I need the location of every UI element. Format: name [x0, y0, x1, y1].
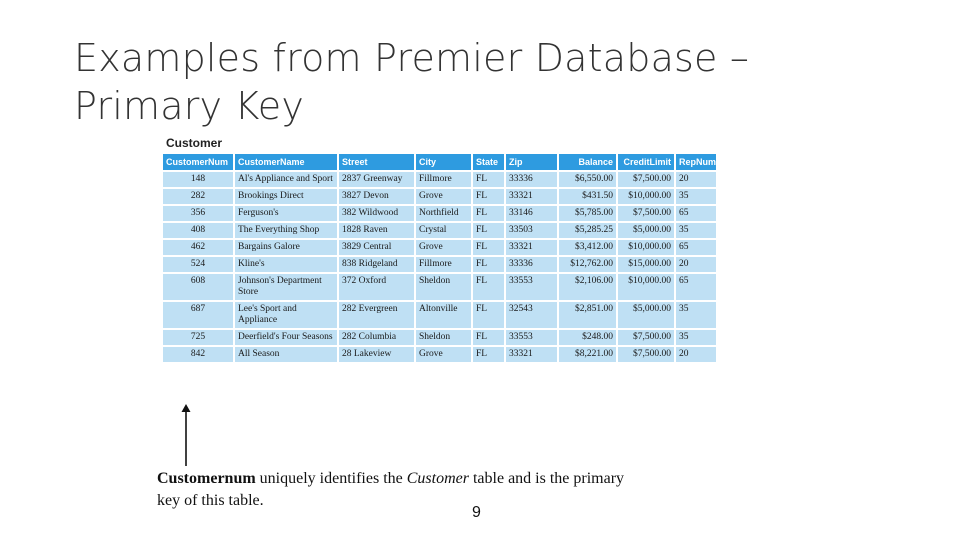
table-cell: 462 — [163, 240, 233, 255]
table-cell: 33321 — [506, 240, 557, 255]
table-cell: 35 — [676, 223, 716, 238]
table-cell: The Everything Shop — [235, 223, 337, 238]
table-cell: $431.50 — [559, 189, 616, 204]
table-cell: 33553 — [506, 330, 557, 345]
table-cell: FL — [473, 302, 504, 328]
table-cell: 608 — [163, 274, 233, 300]
table-row — [163, 189, 716, 204]
table-cell: Ferguson's — [235, 206, 337, 221]
table-cell: $12,762.00 — [559, 257, 616, 272]
table-cell: 33146 — [506, 206, 557, 221]
table-cell: 65 — [676, 206, 716, 221]
column-header: Zip — [506, 154, 557, 170]
table-cell: Grove — [416, 240, 471, 255]
table-cell: 65 — [676, 240, 716, 255]
table-cell: Northfield — [416, 206, 471, 221]
column-header: Street — [339, 154, 414, 170]
table-cell: 35 — [676, 189, 716, 204]
table-cell: $7,500.00 — [618, 330, 674, 345]
table-cell: $5,000.00 — [618, 223, 674, 238]
table-cell: FL — [473, 189, 504, 204]
table-cell: $6,550.00 — [559, 172, 616, 187]
table-cell: Deerfield's Four Seasons — [235, 330, 337, 345]
table-cell: 725 — [163, 330, 233, 345]
table-cell: Bargains Galore — [235, 240, 337, 255]
table-cell: 35 — [676, 330, 716, 345]
table-cell: Brookings Direct — [235, 189, 337, 204]
table-cell: 687 — [163, 302, 233, 328]
table-row — [163, 302, 716, 328]
table-cell: 33503 — [506, 223, 557, 238]
table-cell: 33336 — [506, 172, 557, 187]
primary-key-caption — [157, 468, 627, 512]
table-cell: $15,000.00 — [618, 257, 674, 272]
table-row — [163, 172, 716, 187]
table-cell: $10,000.00 — [618, 189, 674, 204]
table-cell: $5,285.25 — [559, 223, 616, 238]
table-cell: 33336 — [506, 257, 557, 272]
caption-bold-term: Customernum — [157, 470, 256, 487]
table-cell: $7,500.00 — [618, 347, 674, 362]
table-cell: 838 Ridgeland — [339, 257, 414, 272]
table-cell: FL — [473, 257, 504, 272]
table-cell: Grove — [416, 347, 471, 362]
table-row — [163, 257, 716, 272]
table-header-row — [163, 154, 716, 170]
table-cell: $7,500.00 — [618, 206, 674, 221]
table-caption: Customer — [166, 136, 223, 150]
table-cell: Crystal — [416, 223, 471, 238]
table-cell: 408 — [163, 223, 233, 238]
column-header: CreditLimit — [618, 154, 674, 170]
table-cell: Al's Appliance and Sport — [235, 172, 337, 187]
table-cell: 3829 Central — [339, 240, 414, 255]
table-cell: 28 Lakeview — [339, 347, 414, 362]
table-cell: 33553 — [506, 274, 557, 300]
table-cell: 33321 — [506, 189, 557, 204]
table-row — [163, 240, 716, 255]
table-row — [163, 274, 716, 300]
table-body — [163, 172, 716, 362]
table-cell: 282 Columbia — [339, 330, 414, 345]
table-cell: $3,412.00 — [559, 240, 616, 255]
column-header: City — [416, 154, 471, 170]
table-cell: Fillmore — [416, 172, 471, 187]
table-cell: 20 — [676, 172, 716, 187]
customer-table — [161, 152, 718, 364]
slide-title: Examples from Premier Database – Primary Key — [74, 36, 750, 128]
table-cell: Sheldon — [416, 330, 471, 345]
table-cell: $2,106.00 — [559, 274, 616, 300]
table-cell: Johnson's Department Store — [235, 274, 337, 300]
table-cell: 32543 — [506, 302, 557, 328]
table-cell: FL — [473, 240, 504, 255]
caption-italic-term: Customer — [406, 470, 469, 487]
table-cell: 148 — [163, 172, 233, 187]
column-header: Balance — [559, 154, 616, 170]
table-cell: Altonville — [416, 302, 471, 328]
table-cell: FL — [473, 330, 504, 345]
column-header: RepNum — [676, 154, 716, 170]
up-arrow-icon — [178, 404, 198, 466]
table-cell: 35 — [676, 302, 716, 328]
table-cell: Kline's — [235, 257, 337, 272]
table-cell: FL — [473, 172, 504, 187]
table-cell: $5,785.00 — [559, 206, 616, 221]
table-cell: 20 — [676, 257, 716, 272]
table-row — [163, 223, 716, 238]
table-cell: 33321 — [506, 347, 557, 362]
table-row — [163, 206, 716, 221]
table-cell: 3827 Devon — [339, 189, 414, 204]
table-cell: 842 — [163, 347, 233, 362]
column-header: State — [473, 154, 504, 170]
table-cell: FL — [473, 206, 504, 221]
table-cell: 2837 Greenway — [339, 172, 414, 187]
table-cell: $10,000.00 — [618, 274, 674, 300]
table-cell: 382 Wildwood — [339, 206, 414, 221]
table-cell: FL — [473, 347, 504, 362]
table-cell: 524 — [163, 257, 233, 272]
table-cell: $5,000.00 — [618, 302, 674, 328]
caption-text-1: uniquely identifies the — [255, 470, 407, 487]
page-number: 9 — [472, 504, 481, 521]
table-cell: $10,000.00 — [618, 240, 674, 255]
table-cell: Fillmore — [416, 257, 471, 272]
table-cell: 356 — [163, 206, 233, 221]
column-header: CustomerName — [235, 154, 337, 170]
table-cell: FL — [473, 223, 504, 238]
table-cell: 1828 Raven — [339, 223, 414, 238]
table-cell: Grove — [416, 189, 471, 204]
table-cell: Lee's Sport and Appliance — [235, 302, 337, 328]
table-cell: 20 — [676, 347, 716, 362]
table-cell: FL — [473, 274, 504, 300]
table-cell: All Season — [235, 347, 337, 362]
table-cell: $2,851.00 — [559, 302, 616, 328]
table-cell: 282 — [163, 189, 233, 204]
caption-text-2: table and is the primary key of this table. — [157, 470, 625, 509]
table-row — [163, 347, 716, 362]
table-cell: $8,221.00 — [559, 347, 616, 362]
table-cell: $248.00 — [559, 330, 616, 345]
table-cell: $7,500.00 — [618, 172, 674, 187]
column-header: CustomerNum — [163, 154, 233, 170]
table-cell: 372 Oxford — [339, 274, 414, 300]
table-cell: Sheldon — [416, 274, 471, 300]
table-row — [163, 330, 716, 345]
table-cell: 282 Evergreen — [339, 302, 414, 328]
table-cell: 65 — [676, 274, 716, 300]
